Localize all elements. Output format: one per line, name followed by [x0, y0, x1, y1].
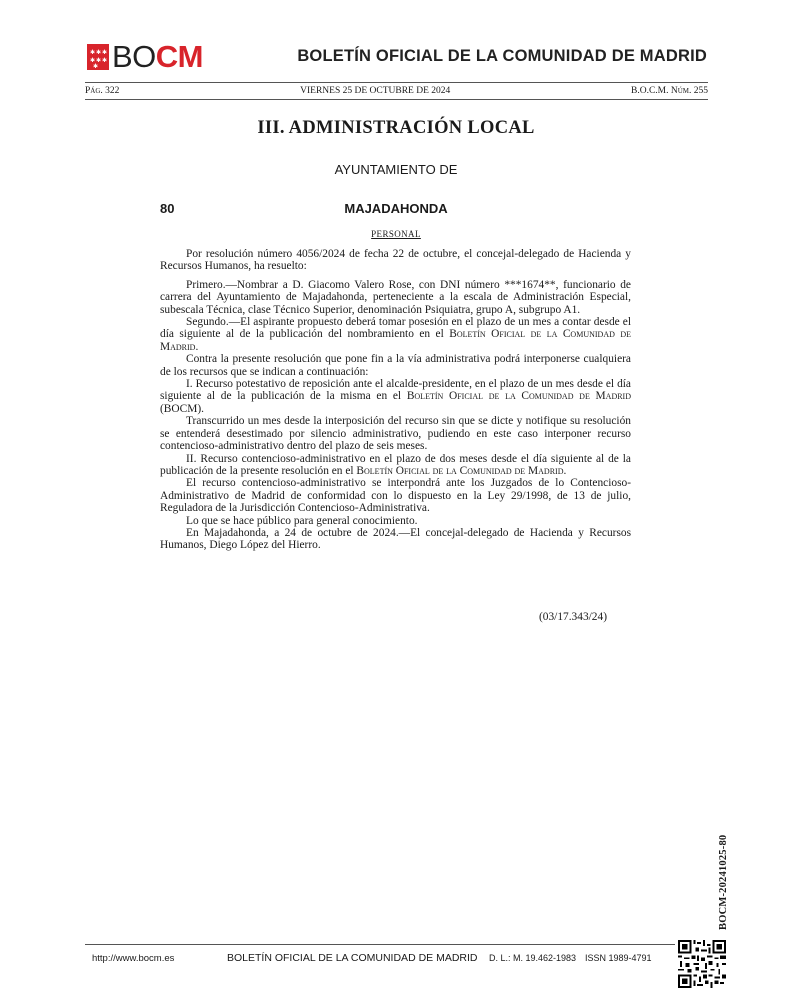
footer-title: BOLETÍN OFICIAL DE LA COMUNIDAD DE MADRID	[227, 952, 478, 964]
issue-date: VIERNES 25 DE OCTUBRE DE 2024	[300, 86, 451, 96]
paragraph-second: Segundo.—El aspirante propuesto deberá tomar posesión en el plazo de un mes a contar desde el día siguiente al de la publicación del nombramiento en el Boletín Oficial de la Comunidad de Madrid.	[160, 316, 631, 353]
announcement-number: 80	[160, 201, 175, 216]
footer-legal-deposit: D. L.: M. 19.462-1983	[489, 953, 577, 963]
footer-rule	[85, 944, 675, 945]
resolution-body	[160, 248, 631, 552]
header-rule-bottom	[85, 99, 708, 100]
logo-text-cm: CM	[155, 39, 204, 74]
section-title: III. ADMINISTRACIÓN LOCAL	[257, 118, 535, 138]
municipality-name: MAJADAHONDA	[344, 201, 448, 216]
paragraph-public: Lo que se hace público para general conocimiento.	[186, 514, 418, 527]
footer	[92, 952, 667, 964]
page-number: Pág. 322	[85, 86, 120, 96]
subject-label: PERSONAL	[371, 229, 421, 239]
paragraph-signature: En Majadahonda, a 24 de octubre de 2024.—El concejal-delegado de Hacienda y Recursos Humanos, Diego López del Hierro.	[160, 526, 631, 552]
paragraph-intro: Por resolución número 4056/2024 de fecha 22 de octubre, el concejal-delegado de Hacienda y Recursos Humanos, ha resuelto:	[160, 248, 631, 273]
paragraph-appeal-two: II. Recurso contencioso-administrativo en el plazo de dos meses desde el día siguiente al de la publicación de la presente resolución en el Boletín Oficial de la Comunidad de Madrid.	[160, 452, 631, 477]
paragraph-court: El recurso contencioso-administrativo se interpondrá ante los Juzgados de lo Contencioso-Administrativo de Madrid de conformidad con lo dispuesto en la Ley 29/1998, de 13 de julio, Reguladora de la Jurisdicción Contencioso-Administrativa.	[160, 477, 631, 515]
reference-code: (03/17.343/24)	[538, 611, 607, 623]
logo-text-bo: BO	[112, 39, 156, 74]
footer-issn: ISSN 1989-4791	[585, 953, 652, 963]
madrid-flag-icon: ✱ ✱ ✱ ✱ ✱ ✱ ✱	[87, 44, 109, 70]
organism-label: AYUNTAMIENTO DE	[334, 162, 458, 177]
footer-url-link[interactable]: http://www.bocm.es	[92, 952, 175, 964]
bulletin-title: BOLETÍN OFICIAL DE LA COMUNIDAD DE MADRID	[297, 47, 707, 65]
paragraph-first: Primero.—Nombrar a D. Giacomo Valero Rose, con DNI número ***1674**, funcionario de carrera del Ayuntamiento de Majadahonda, perteneciente a la escala de Administración Especial, subescala Técnica, clase Técnico Superior, denominación Psiquiatra, grupo A, subgrupo A1.	[160, 278, 631, 316]
bocm-side-code: BOCM-20241025-80	[718, 834, 729, 930]
header-meta-row	[85, 86, 708, 96]
bocm-logo	[87, 39, 204, 74]
header-rule-top	[85, 82, 708, 83]
paragraph-appeals-intro: Contra la presente resolución que pone fin a la vía administrativa podrá interponerse cualquiera de los recursos que se indican a continuación:	[160, 353, 631, 378]
issue-number: B.O.C.M. Núm. 255	[631, 86, 708, 96]
paragraph-silence: Transcurrido un mes desde la interposición del recurso sin que se dicte y notifique su resolución se entenderá desestimado por silencio administrativo, pudiendo en este caso interponer recurso contencioso-administrativo dentro del plazo de seis meses.	[160, 415, 631, 453]
paragraph-appeal-one: I. Recurso potestativo de reposición ante el alcalde-presidente, en el plazo de un mes desde el día siguiente al de la publicación de la misma en el Boletín Oficial de la Comunidad de Madrid (BOCM).	[160, 378, 632, 415]
qr-code-icon	[678, 940, 726, 988]
